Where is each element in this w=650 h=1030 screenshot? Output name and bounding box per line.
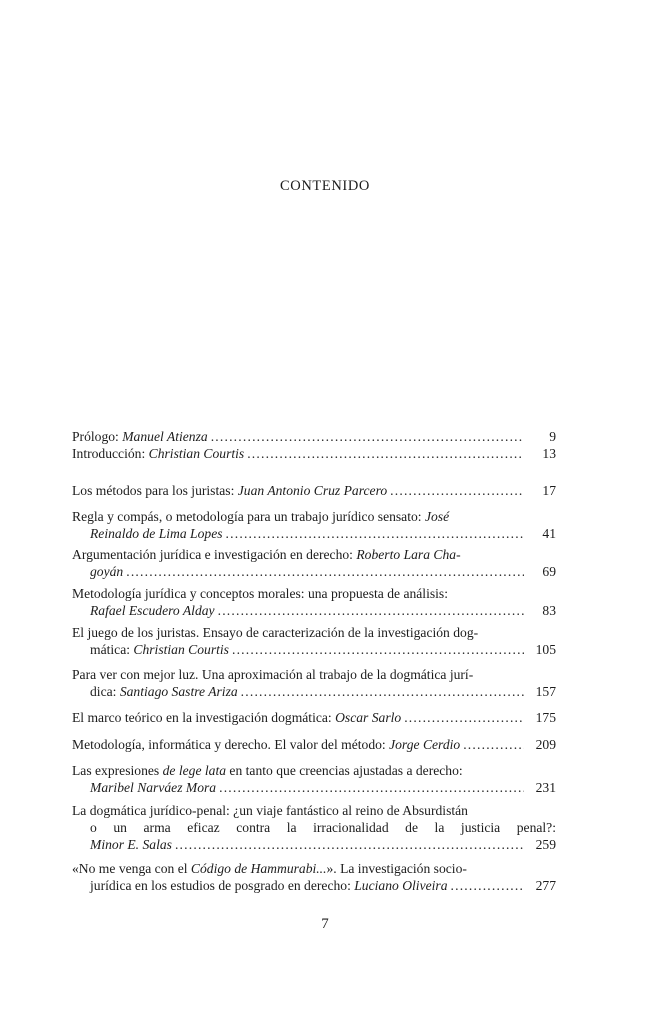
toc-author: Santiago Sastre Ariza	[119, 684, 238, 699]
toc-title: mática: Christian Courtis	[90, 642, 229, 657]
page-number: 175	[535, 710, 556, 725]
toc-title	[90, 602, 215, 619]
toc-entry-marco-teorico[interactable]	[72, 709, 556, 726]
toc-title: El marco teórico en la investigación dogmática: Oscar Sarlo	[72, 710, 402, 725]
toc-author: Oscar Sarlo	[335, 710, 402, 725]
toc-entry[interactable]	[72, 762, 556, 796]
toc-title: Prólogo: Manuel Atienza	[72, 429, 208, 444]
toc-title	[90, 836, 172, 853]
toc-title: Los métodos para los juristas: Juan Antonio Cruz Parcero	[72, 483, 388, 498]
leader-dots	[175, 836, 524, 853]
toc-title-line: El juego de los juristas. Ensayo de caracterización de la investigación dog-	[72, 625, 479, 640]
toc-author: Roberto Lara Cha-	[356, 547, 461, 562]
toc-title-line: o un arma eficaz contra la irracionalidad de la justicia penal?:	[90, 820, 556, 835]
toc-entry-dogmatica-penal[interactable]	[72, 802, 556, 853]
toc-entry[interactable]	[72, 585, 556, 619]
toc-entry-regla-y-compas[interactable]	[72, 508, 556, 542]
toc-title-line: Argumentación jurídica e investigación en derecho: Roberto Lara Cha-	[72, 547, 461, 562]
toc-entry[interactable]	[72, 666, 556, 700]
toc-title	[90, 779, 216, 796]
toc-title	[90, 563, 123, 580]
leader-dots	[451, 877, 524, 894]
leader-dots	[247, 445, 524, 462]
toc-entry-introduccion[interactable]	[72, 445, 556, 462]
toc-entry-argumentacion[interactable]	[72, 546, 556, 580]
leader-dots	[218, 602, 524, 619]
toc-entry[interactable]	[72, 860, 556, 894]
toc-author: José	[424, 509, 450, 524]
leader-dots	[219, 779, 524, 796]
toc-entry[interactable]	[72, 445, 556, 462]
toc-author: Luciano Oliveira	[354, 878, 448, 893]
toc-entry-lege-lata[interactable]	[72, 762, 556, 796]
page-number: 17	[542, 483, 556, 498]
page-title: CONTENIDO	[280, 178, 370, 194]
toc-author: Minor E. Salas	[90, 837, 172, 852]
page-number: 259	[535, 837, 556, 852]
toc-author: Maribel Narváez Mora	[90, 780, 217, 795]
page-number: 41	[542, 526, 556, 541]
page-number: 231	[535, 780, 556, 795]
toc-author: Juan Antonio Cruz Parcero	[237, 483, 388, 498]
toc-entry-juego-juristas[interactable]	[72, 624, 556, 658]
leader-dots	[404, 709, 524, 726]
page-number: 209	[535, 737, 556, 752]
page-number: 69	[542, 564, 556, 579]
toc-author: goyán	[90, 564, 124, 579]
toc-entry-para-ver[interactable]	[72, 666, 556, 700]
toc-title: Metodología, informática y derecho. El valor del método: Jorge Cerdio	[72, 737, 461, 752]
toc-author: Reinaldo de Lima Lopes	[90, 526, 223, 541]
toc-entry[interactable]	[72, 428, 556, 445]
toc-author: Jorge Cerdio	[389, 737, 461, 752]
toc-title: jurídica en los estudios de posgrado en derecho: Luciano Oliveira	[90, 878, 448, 893]
page-number: 105	[535, 642, 556, 657]
toc-author: Christian Courtis	[148, 446, 245, 461]
leader-dots	[241, 683, 524, 700]
toc-title-line: Las expresiones de lege lata en tanto que creencias ajustadas a derecho:	[72, 763, 463, 778]
toc-title-line: Metodología jurídica y conceptos morales: una propuesta de análisis:	[72, 586, 448, 601]
toc-entry[interactable]	[72, 546, 556, 580]
toc-entry-metodos[interactable]	[72, 482, 556, 499]
toc-entry[interactable]	[72, 508, 556, 542]
toc-author: Manuel Atienza	[122, 429, 208, 444]
page-number-footer: 7	[321, 916, 329, 932]
toc-entry-prologo[interactable]	[72, 428, 556, 445]
leader-dots	[463, 736, 524, 753]
leader-dots	[232, 641, 524, 658]
toc-title-line: Regla y compás, o metodología para un trabajo jurídico sensato: José	[72, 509, 450, 524]
toc-author: Christian Courtis	[133, 642, 229, 657]
toc-author: Rafael Escudero Alday	[90, 603, 215, 618]
leader-dots	[226, 525, 524, 542]
toc-title-line: La dogmática jurídico-penal: ¿un viaje fantástico al reino de Absurdistán	[72, 803, 468, 818]
toc-entry-hammurabi[interactable]	[72, 860, 556, 894]
toc-title-line: «No me venga con el Código de Hammurabi...». La investigación socio-	[72, 861, 467, 876]
toc-entry[interactable]	[72, 482, 556, 499]
toc-entry[interactable]	[72, 802, 556, 853]
toc-entry-informatica[interactable]	[72, 736, 556, 753]
page-number: 83	[542, 603, 556, 618]
page-number: 9	[549, 429, 556, 444]
leader-dots	[390, 482, 524, 499]
page-number: 277	[535, 878, 556, 893]
page-number: 13	[542, 446, 556, 461]
toc-entry[interactable]	[72, 624, 556, 658]
leader-dots	[126, 563, 524, 580]
toc-entry-metodologia-juridica[interactable]	[72, 585, 556, 619]
toc-title: dica: Santiago Sastre Ariza	[90, 684, 238, 699]
toc-title-line: Para ver con mejor luz. Una aproximación al trabajo de la dogmática jurí-	[72, 667, 474, 682]
toc-title	[90, 525, 223, 542]
toc-title: Introducción: Christian Courtis	[72, 446, 245, 461]
toc-entry[interactable]	[72, 736, 556, 753]
leader-dots	[211, 428, 524, 445]
toc-entry[interactable]	[72, 709, 556, 726]
page-number: 157	[535, 684, 556, 699]
